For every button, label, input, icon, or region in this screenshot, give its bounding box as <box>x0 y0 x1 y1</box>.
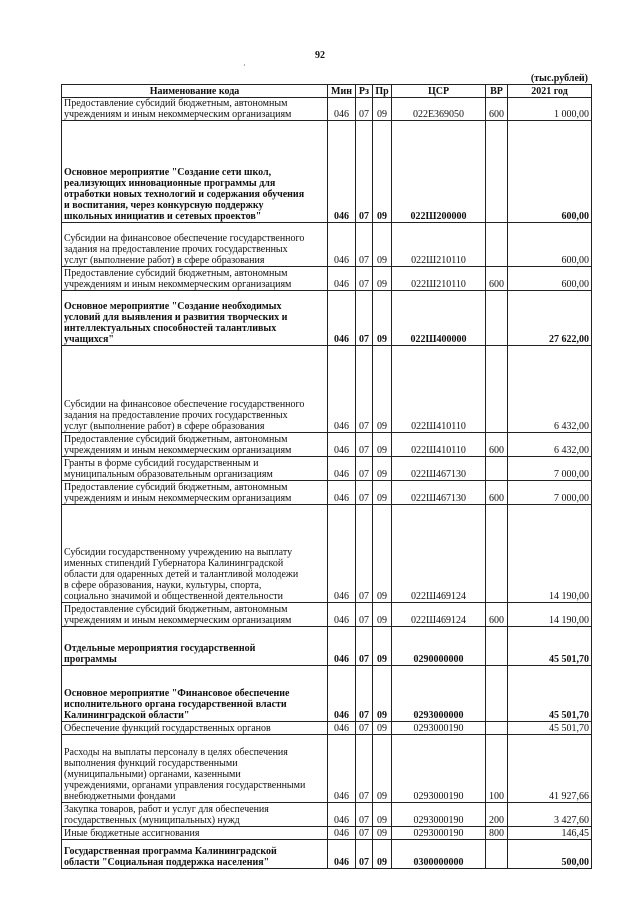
row-name-line: Предоставление субсидий бюджетным, автономным <box>64 434 288 445</box>
row-vr <box>486 291 508 346</box>
row-min: 046 <box>328 121 356 223</box>
row-name <box>62 433 328 457</box>
row-name-line: Отдельные мероприятия государственной <box>64 643 256 654</box>
row-name-line: учреждениям и иным некоммерческим организациям <box>64 445 292 456</box>
row-csr: 022Ш200000 <box>392 121 486 223</box>
row-vr <box>486 346 508 433</box>
row-vr <box>486 457 508 481</box>
row-name <box>62 803 328 827</box>
row-csr: 022Ш210110 <box>392 267 486 291</box>
row-pr: 09 <box>373 603 392 627</box>
table-row <box>62 346 592 433</box>
row-name-line: Обеспечение функций государственных органов <box>64 723 271 734</box>
row-rz: 07 <box>356 457 373 481</box>
row-min: 046 <box>328 457 356 481</box>
row-name-line: задания на предоставление прочих государственных <box>64 410 288 421</box>
row-name-line: учреждениям и иным некоммерческим организациям <box>64 493 292 504</box>
row-rz: 07 <box>356 627 373 666</box>
row-csr: 022E369050 <box>392 98 486 121</box>
page-number: 92 <box>315 50 325 61</box>
header-min: Мин <box>328 85 356 98</box>
row-name-line: учреждениям и иным некоммерческим организациям <box>64 109 292 120</box>
row-rz: 07 <box>356 666 373 722</box>
row-amount: 41 927,66 <box>508 735 592 803</box>
row-name-line: Закупка товаров, работ и услуг для обеспечения <box>64 804 269 815</box>
row-amount: 27 622,00 <box>508 291 592 346</box>
row-name-line: выполнения функций государственными <box>64 758 238 769</box>
row-name-line: программы <box>64 654 117 665</box>
row-amount: 45 501,70 <box>508 722 592 735</box>
header-year: 2021 год <box>508 85 592 98</box>
row-name <box>62 291 328 346</box>
row-name-line: услуг (выполнение работ) в сфере образования <box>64 421 265 432</box>
row-amount: 45 501,70 <box>508 666 592 722</box>
table-row <box>62 291 592 346</box>
row-min: 046 <box>328 803 356 827</box>
row-min: 046 <box>328 346 356 433</box>
row-amount: 500,00 <box>508 840 592 869</box>
header-rz: Рз <box>356 85 373 98</box>
row-name-line: области "Социальная поддержка населения" <box>64 857 270 868</box>
row-csr: 022Ш410110 <box>392 433 486 457</box>
row-name <box>62 505 328 603</box>
table-row <box>62 267 592 291</box>
row-name <box>62 267 328 291</box>
row-name <box>62 457 328 481</box>
row-name <box>62 627 328 666</box>
row-name-line: Субсидии государственному учреждению на выплату <box>64 547 293 558</box>
row-vr: 100 <box>486 735 508 803</box>
row-name-line: муниципальным образовательным организациям <box>64 469 273 480</box>
row-name-line: Гранты в форме субсидий государственным и <box>64 458 259 469</box>
row-vr: 600 <box>486 267 508 291</box>
table-row <box>62 223 592 267</box>
row-min: 046 <box>328 722 356 735</box>
row-min: 046 <box>328 481 356 505</box>
row-csr: 022Ш410110 <box>392 346 486 433</box>
row-csr: 022Ш467130 <box>392 457 486 481</box>
row-name-line: исполнительного органа государственной власти <box>64 699 287 710</box>
row-csr: 022Ш467130 <box>392 481 486 505</box>
row-name-line: социально значимой и общественной деятельности <box>64 591 284 602</box>
row-amount: 146,45 <box>508 827 592 840</box>
table-row <box>62 603 592 627</box>
row-amount: 600,00 <box>508 267 592 291</box>
table-row <box>62 735 592 803</box>
row-pr: 09 <box>373 457 392 481</box>
row-vr: 800 <box>486 827 508 840</box>
row-min: 046 <box>328 291 356 346</box>
row-pr: 09 <box>373 433 392 457</box>
row-name-line: внебюджетными фондами <box>64 791 176 802</box>
row-csr: 022Ш469124 <box>392 505 486 603</box>
row-rz: 07 <box>356 735 373 803</box>
row-name <box>62 722 328 735</box>
row-name-line: Основное мероприятие "Финансовое обеспечение <box>64 688 290 699</box>
row-csr: 022Ш210110 <box>392 223 486 267</box>
row-name-line: учреждениям и иным некоммерческим организациям <box>64 279 292 290</box>
row-name-line: задания на предоставление прочих государственных <box>64 244 288 255</box>
header-csr: ЦСР <box>392 85 486 98</box>
table-row <box>62 803 592 827</box>
row-min: 046 <box>328 627 356 666</box>
row-vr: 200 <box>486 803 508 827</box>
row-amount: 7 000,00 <box>508 481 592 505</box>
units-label: (тыс.рублей) <box>530 73 588 84</box>
row-name-line: Основное мероприятие "Создание сети школ, <box>64 167 272 178</box>
row-amount: 45 501,70 <box>508 627 592 666</box>
header-pr: Пр <box>373 85 392 98</box>
row-rz: 07 <box>356 346 373 433</box>
row-csr: 0300000000 <box>392 840 486 869</box>
row-rz: 07 <box>356 433 373 457</box>
row-name-line: и воспитания, через конкурсную поддержку <box>64 200 264 211</box>
row-pr: 09 <box>373 291 392 346</box>
row-min: 046 <box>328 505 356 603</box>
row-vr: 600 <box>486 433 508 457</box>
row-rz: 07 <box>356 603 373 627</box>
table-row <box>62 627 592 666</box>
table-row <box>62 98 592 121</box>
row-vr: 600 <box>486 481 508 505</box>
row-name-line: учреждениям и иным некоммерческим организациям <box>64 615 292 626</box>
row-min: 046 <box>328 735 356 803</box>
row-vr <box>486 121 508 223</box>
row-name-line: Иные бюджетные ассигнования <box>64 828 200 839</box>
row-name <box>62 98 328 121</box>
row-name-line: Государственная программа Калининградской <box>64 846 277 857</box>
row-rz: 07 <box>356 803 373 827</box>
row-amount: 3 427,60 <box>508 803 592 827</box>
row-pr: 09 <box>373 481 392 505</box>
row-csr: 0293000190 <box>392 735 486 803</box>
header-name: Наименование кода <box>62 85 328 98</box>
row-pr: 09 <box>373 722 392 735</box>
row-amount: 600,00 <box>508 223 592 267</box>
table-row <box>62 722 592 735</box>
row-name-line: интеллектуальных способностей талантливых <box>64 323 277 334</box>
row-pr: 09 <box>373 121 392 223</box>
table-row <box>62 481 592 505</box>
row-name <box>62 735 328 803</box>
row-min: 046 <box>328 433 356 457</box>
row-name-line: школьных инициатив и сетевых проектов" <box>64 211 262 222</box>
table-row <box>62 433 592 457</box>
row-name-line: условий для выявления и развития творческих и <box>64 312 288 323</box>
row-name <box>62 840 328 869</box>
row-vr <box>486 223 508 267</box>
row-pr: 09 <box>373 223 392 267</box>
row-name-line: Субсидии на финансовое обеспечение государственного <box>64 233 305 244</box>
row-pr: 09 <box>373 666 392 722</box>
row-name-line: области для одаренных детей и талантливой молодежи <box>64 569 299 580</box>
row-csr: 0293000000 <box>392 666 486 722</box>
row-vr: 600 <box>486 603 508 627</box>
row-name-line: учащихся" <box>64 334 114 345</box>
row-name-line: Предоставление субсидий бюджетным, автономным <box>64 604 288 615</box>
row-name <box>62 346 328 433</box>
table-row <box>62 505 592 603</box>
row-amount: 14 190,00 <box>508 603 592 627</box>
row-name <box>62 666 328 722</box>
row-name-line: учреждениями, органами управления государственными <box>64 780 306 791</box>
row-pr: 09 <box>373 840 392 869</box>
row-csr: 0293000190 <box>392 803 486 827</box>
row-rz: 07 <box>356 223 373 267</box>
row-min: 046 <box>328 827 356 840</box>
row-vr <box>486 627 508 666</box>
table-row <box>62 840 592 869</box>
row-name-line: реализующих инновационные программы для <box>64 178 276 189</box>
row-pr: 09 <box>373 627 392 666</box>
row-amount: 14 190,00 <box>508 505 592 603</box>
table-row <box>62 666 592 722</box>
row-pr: 09 <box>373 827 392 840</box>
row-name-line: Предоставление субсидий бюджетным, автономным <box>64 482 288 493</box>
row-name <box>62 603 328 627</box>
row-rz: 07 <box>356 505 373 603</box>
row-rz: 07 <box>356 291 373 346</box>
row-csr: 0290000000 <box>392 627 486 666</box>
row-name <box>62 121 328 223</box>
row-pr: 09 <box>373 505 392 603</box>
row-name-line: Расходы на выплаты персоналу в целях обеспечения <box>64 747 288 758</box>
row-name <box>62 481 328 505</box>
row-min: 046 <box>328 603 356 627</box>
row-name-line: Предоставление субсидий бюджетным, автономным <box>64 268 288 279</box>
row-csr: 0293000190 <box>392 722 486 735</box>
row-name-line: услуг (выполнение работ) в сфере образования <box>64 255 265 266</box>
row-name <box>62 223 328 267</box>
row-vr <box>486 666 508 722</box>
row-name-line: именных стипендий Губернатора Калининградской <box>64 558 284 569</box>
table-body <box>62 98 592 869</box>
row-csr: 022Ш469124 <box>392 603 486 627</box>
row-pr: 09 <box>373 346 392 433</box>
row-min: 046 <box>328 666 356 722</box>
row-name-line: Субсидии на финансовое обеспечение государственного <box>64 399 305 410</box>
row-csr: 022Ш400000 <box>392 291 486 346</box>
row-rz: 07 <box>356 722 373 735</box>
row-vr <box>486 722 508 735</box>
row-rz: 07 <box>356 267 373 291</box>
row-rz: 07 <box>356 840 373 869</box>
row-vr: 600 <box>486 98 508 121</box>
row-min: 046 <box>328 267 356 291</box>
row-amount: 1 000,00 <box>508 98 592 121</box>
row-pr: 09 <box>373 267 392 291</box>
row-min: 046 <box>328 98 356 121</box>
budget-table <box>61 84 592 869</box>
header-vr: ВР <box>486 85 508 98</box>
row-name-line: Калининградской области" <box>64 710 190 721</box>
table-row <box>62 121 592 223</box>
row-amount: 6 432,00 <box>508 433 592 457</box>
header-row <box>62 85 592 98</box>
table-row <box>62 827 592 840</box>
row-name-line: Предоставление субсидий бюджетным, автономным <box>64 98 288 109</box>
stray-dot: · <box>243 61 246 70</box>
row-name-line: Основное мероприятие "Создание необходимых <box>64 301 282 312</box>
row-min: 046 <box>328 840 356 869</box>
row-pr: 09 <box>373 803 392 827</box>
row-vr <box>486 840 508 869</box>
table-row <box>62 457 592 481</box>
row-vr <box>486 505 508 603</box>
row-min: 046 <box>328 223 356 267</box>
row-rz: 07 <box>356 481 373 505</box>
row-rz: 07 <box>356 121 373 223</box>
row-amount: 600,00 <box>508 121 592 223</box>
row-amount: 7 000,00 <box>508 457 592 481</box>
row-name-line: отработки новых технологий и содержания обучения <box>64 189 305 200</box>
row-amount: 6 432,00 <box>508 346 592 433</box>
row-pr: 09 <box>373 735 392 803</box>
row-name-line: государственных (муниципальных) нужд <box>64 815 240 826</box>
row-name <box>62 827 328 840</box>
row-pr: 09 <box>373 98 392 121</box>
row-csr: 0293000190 <box>392 827 486 840</box>
row-rz: 07 <box>356 98 373 121</box>
row-name-line: в сфере образования, науки, культуры, спорта, <box>64 580 262 591</box>
row-rz: 07 <box>356 827 373 840</box>
row-name-line: (муниципальными) органами, казенными <box>64 769 241 780</box>
